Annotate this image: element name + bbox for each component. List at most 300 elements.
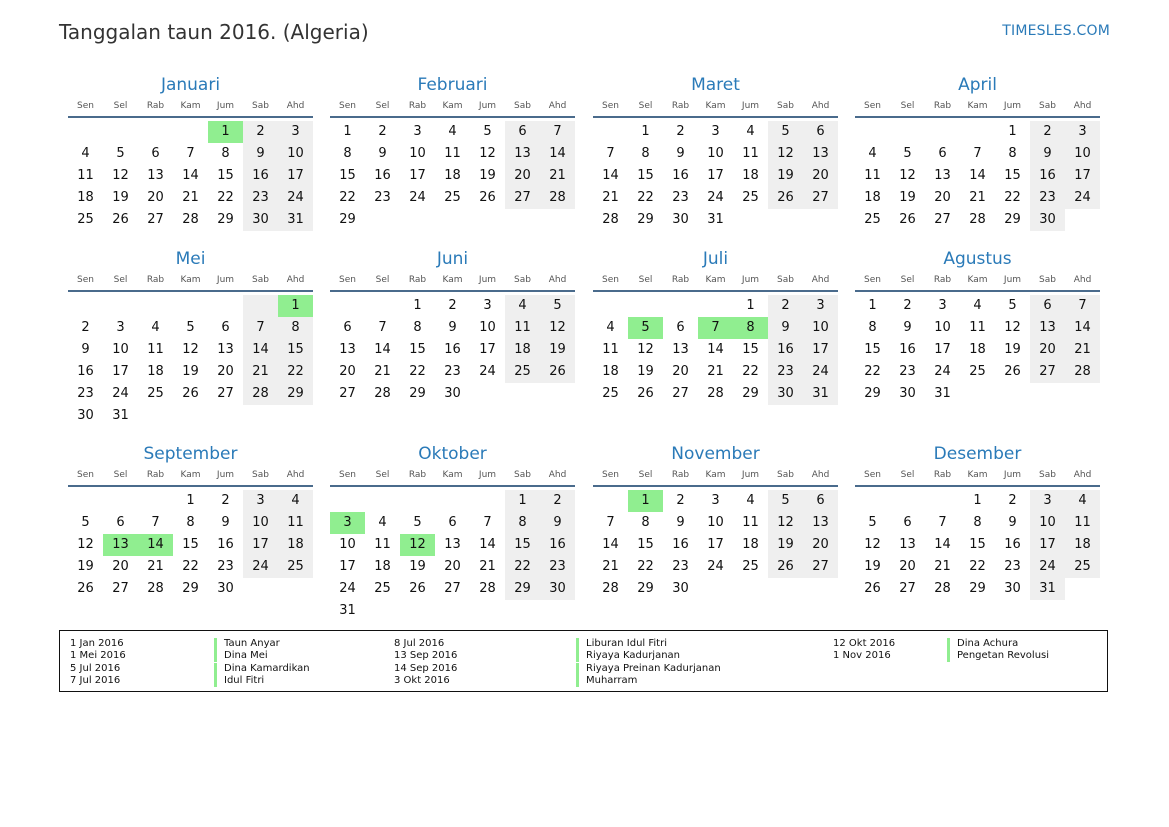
month-agustus xyxy=(855,248,1100,405)
header-divider xyxy=(330,290,575,292)
empty-day-cell xyxy=(925,490,960,512)
weekday-label: Kam xyxy=(967,275,988,285)
day-cell: 24 xyxy=(934,364,951,379)
day-cell: 4 xyxy=(505,295,540,317)
empty-day-cell xyxy=(855,490,890,512)
weekday-label: Ahd xyxy=(286,101,305,111)
legend-date: 1 Mei 2016 xyxy=(70,650,126,662)
empty-day-cell xyxy=(593,295,628,317)
day-cell: 22 xyxy=(637,190,654,205)
day-cell: 23 xyxy=(1004,559,1021,574)
day-cell: 24 xyxy=(243,556,278,578)
day-cell: 2 xyxy=(1030,121,1065,143)
day-cell: 15 xyxy=(505,534,540,556)
day-cell: 23 xyxy=(217,559,234,574)
legend-holiday-name: Muharram xyxy=(576,675,637,687)
site-link[interactable]: TIMESLES.COM xyxy=(1002,23,1110,39)
day-cell: 2 xyxy=(81,320,90,335)
day-cell: 29 xyxy=(505,578,540,600)
weekday-header xyxy=(593,96,838,116)
day-cell: 6 xyxy=(803,121,838,143)
week-row xyxy=(330,490,575,512)
day-cell: 17 xyxy=(707,168,724,183)
day-cell: 18 xyxy=(147,364,164,379)
holiday-day-cell: 5 xyxy=(628,317,663,339)
day-cell: 28 xyxy=(243,383,278,405)
week-row xyxy=(330,317,575,339)
day-grid xyxy=(855,490,1100,600)
empty-day-cell xyxy=(1065,578,1100,600)
day-cell: 16 xyxy=(217,537,234,552)
holiday-day-cell: 13 xyxy=(103,534,138,556)
month-name: Januari xyxy=(160,75,221,95)
week-row xyxy=(855,339,1100,361)
week-row xyxy=(330,534,575,556)
week-row xyxy=(68,490,313,512)
day-cell: 1 xyxy=(746,298,755,313)
weekday-label: Sab xyxy=(1039,470,1056,480)
day-cell: 5 xyxy=(903,146,912,161)
day-cell: 12 xyxy=(637,342,654,357)
day-cell: 31 xyxy=(803,383,838,405)
day-cell: 23 xyxy=(243,187,278,209)
month-oktober xyxy=(330,443,575,622)
empty-day-cell xyxy=(365,295,400,317)
day-cell: 16 xyxy=(1030,165,1065,187)
day-cell: 27 xyxy=(112,581,129,596)
week-row xyxy=(593,512,838,534)
day-cell: 21 xyxy=(479,559,496,574)
legend-date: 1 Nov 2016 xyxy=(833,650,891,662)
week-row xyxy=(855,143,1100,165)
weekday-label: Sel xyxy=(900,470,915,480)
header-divider xyxy=(593,290,838,292)
day-cell: 1 xyxy=(973,493,982,508)
day-cell: 28 xyxy=(969,212,986,227)
day-cell: 27 xyxy=(803,187,838,209)
weekday-label: Sen xyxy=(77,275,94,285)
week-row xyxy=(68,383,313,405)
month-november xyxy=(593,443,838,600)
month-name: Juli xyxy=(702,249,729,269)
weekday-header xyxy=(593,465,838,485)
day-cell: 5 xyxy=(1008,298,1017,313)
day-cell: 30 xyxy=(77,408,94,423)
day-cell: 6 xyxy=(448,515,457,530)
weekday-label: Rab xyxy=(671,275,690,285)
week-row xyxy=(330,165,575,187)
day-cell: 28 xyxy=(934,581,951,596)
header-divider xyxy=(68,485,313,487)
day-cell: 25 xyxy=(147,386,164,401)
day-cell: 23 xyxy=(374,190,391,205)
day-cell: 15 xyxy=(278,339,313,361)
empty-day-cell xyxy=(505,600,540,622)
month-name: April xyxy=(958,75,997,95)
month-september xyxy=(68,443,313,600)
weekday-label: Sab xyxy=(1039,101,1056,111)
weekday-label: Jum xyxy=(1003,101,1022,111)
week-row xyxy=(593,339,838,361)
weekday-label: Jum xyxy=(478,470,497,480)
legend-holiday-name: Riyaya Preinan Kadurjanan xyxy=(576,663,721,675)
day-cell: 11 xyxy=(969,320,986,335)
day-cell: 22 xyxy=(278,361,313,383)
day-cell: 31 xyxy=(934,386,951,401)
legend-date: 1 Jan 2016 xyxy=(70,638,124,649)
day-cell: 17 xyxy=(934,342,951,357)
day-cell: 8 xyxy=(641,515,650,530)
day-cell: 21 xyxy=(1065,339,1100,361)
empty-day-cell xyxy=(400,490,435,512)
day-cell: 27 xyxy=(803,556,838,578)
day-cell: 14 xyxy=(602,537,619,552)
day-cell: 8 xyxy=(505,512,540,534)
header-divider xyxy=(68,116,313,118)
empty-day-cell xyxy=(435,209,470,231)
day-cell: 22 xyxy=(969,559,986,574)
weekday-label: Sen xyxy=(77,101,94,111)
weekday-label: Rab xyxy=(146,275,165,285)
day-cell: 20 xyxy=(339,364,356,379)
day-cell: 9 xyxy=(81,342,90,357)
day-cell: 6 xyxy=(151,146,160,161)
day-cell: 10 xyxy=(1030,512,1065,534)
weekday-label: Sen xyxy=(864,101,881,111)
empty-day-cell xyxy=(768,578,803,600)
empty-day-cell xyxy=(278,578,313,600)
empty-day-cell xyxy=(960,121,995,143)
day-cell: 20 xyxy=(112,559,129,574)
day-cell: 12 xyxy=(77,537,94,552)
weekday-header xyxy=(68,96,313,116)
day-cell: 22 xyxy=(864,364,881,379)
weekday-label: Kam xyxy=(967,470,988,480)
empty-day-cell xyxy=(103,121,138,143)
day-cell: 4 xyxy=(278,490,313,512)
day-cell: 29 xyxy=(278,383,313,405)
day-cell: 28 xyxy=(602,212,619,227)
day-cell: 26 xyxy=(540,361,575,383)
month-name: Maret xyxy=(691,75,740,95)
day-cell: 12 xyxy=(182,342,199,357)
weekday-label: Rab xyxy=(933,470,952,480)
day-cell: 8 xyxy=(186,515,195,530)
day-cell: 6 xyxy=(221,320,230,335)
empty-day-cell xyxy=(138,490,173,512)
day-cell: 13 xyxy=(934,168,951,183)
day-cell: 10 xyxy=(409,146,426,161)
day-cell: 14 xyxy=(602,168,619,183)
day-cell: 2 xyxy=(1008,493,1017,508)
day-cell: 28 xyxy=(602,581,619,596)
day-cell: 23 xyxy=(672,190,689,205)
week-row xyxy=(330,295,575,317)
legend-date: 8 Jul 2016 xyxy=(394,638,445,649)
weekday-label: Rab xyxy=(408,470,427,480)
week-row xyxy=(68,209,313,231)
day-cell: 3 xyxy=(938,298,947,313)
week-row xyxy=(593,209,838,231)
day-cell: 18 xyxy=(602,364,619,379)
day-cell: 19 xyxy=(768,165,803,187)
weekday-label: Sab xyxy=(777,101,794,111)
empty-day-cell xyxy=(855,121,890,143)
holiday-day-cell: 1 xyxy=(208,121,243,143)
day-cell: 4 xyxy=(378,515,387,530)
legend-date: 7 Jul 2016 xyxy=(70,674,121,686)
weekday-label: Sel xyxy=(900,275,915,285)
weekday-label: Sab xyxy=(514,470,531,480)
day-cell: 7 xyxy=(606,146,615,161)
day-cell: 14 xyxy=(243,339,278,361)
week-row xyxy=(68,578,313,600)
day-cell: 30 xyxy=(217,581,234,596)
header-divider xyxy=(330,116,575,118)
month-name: Oktober xyxy=(418,444,487,464)
day-cell: 22 xyxy=(217,190,234,205)
week-row xyxy=(855,165,1100,187)
weekday-label: Sel xyxy=(113,470,128,480)
day-cell: 24 xyxy=(707,559,724,574)
weekday-label: Kam xyxy=(180,275,201,285)
day-cell: 18 xyxy=(374,559,391,574)
day-cell: 2 xyxy=(243,121,278,143)
day-cell: 20 xyxy=(1030,339,1065,361)
weekday-label: Sab xyxy=(252,470,269,480)
week-row xyxy=(593,295,838,317)
empty-day-cell xyxy=(138,295,173,317)
month-juli xyxy=(593,248,838,405)
day-cell: 15 xyxy=(637,168,654,183)
day-cell: 20 xyxy=(803,534,838,556)
empty-day-cell xyxy=(243,578,278,600)
day-cell: 10 xyxy=(479,320,496,335)
day-cell: 11 xyxy=(374,537,391,552)
day-cell: 7 xyxy=(938,515,947,530)
day-cell: 26 xyxy=(768,556,803,578)
legend-holiday-name: Taun Anyar xyxy=(214,638,280,650)
day-cell: 9 xyxy=(243,143,278,165)
empty-day-cell xyxy=(1030,383,1065,405)
day-cell: 3 xyxy=(243,490,278,512)
weekday-label: Sel xyxy=(638,275,653,285)
weekday-label: Jum xyxy=(741,275,760,285)
week-row xyxy=(68,317,313,339)
empty-day-cell xyxy=(400,600,435,622)
day-cell: 24 xyxy=(707,190,724,205)
page-title: Tanggalan taun 2016. (Algeria) xyxy=(59,20,369,44)
day-cell: 7 xyxy=(151,515,160,530)
weekday-label: Jum xyxy=(1003,275,1022,285)
day-cell: 18 xyxy=(444,168,461,183)
day-cell: 2 xyxy=(676,124,685,139)
day-cell: 2 xyxy=(768,295,803,317)
empty-day-cell xyxy=(400,209,435,231)
month-januari xyxy=(68,74,313,231)
day-cell: 20 xyxy=(505,165,540,187)
day-cell: 1 xyxy=(641,124,650,139)
legend-date: 14 Sep 2016 xyxy=(394,662,458,674)
day-cell: 20 xyxy=(803,165,838,187)
weekday-label: Ahd xyxy=(1073,470,1092,480)
empty-day-cell xyxy=(540,600,575,622)
day-cell: 26 xyxy=(864,581,881,596)
day-cell: 31 xyxy=(112,408,129,423)
day-cell: 27 xyxy=(217,386,234,401)
day-cell: 9 xyxy=(448,320,457,335)
day-cell: 23 xyxy=(768,361,803,383)
weekday-label: Kam xyxy=(442,275,463,285)
header-divider xyxy=(68,290,313,292)
day-cell: 23 xyxy=(672,559,689,574)
week-row xyxy=(330,383,575,405)
day-cell: 28 xyxy=(707,386,724,401)
day-cell: 26 xyxy=(899,212,916,227)
empty-day-cell xyxy=(330,295,365,317)
legend-date: 13 Sep 2016 xyxy=(394,650,458,662)
week-row xyxy=(68,339,313,361)
week-row xyxy=(855,578,1100,600)
day-cell: 3 xyxy=(711,124,720,139)
month-name: Februari xyxy=(417,75,488,95)
empty-day-cell xyxy=(208,295,243,317)
day-cell: 11 xyxy=(278,512,313,534)
day-cell: 2 xyxy=(448,298,457,313)
day-cell: 3 xyxy=(1065,121,1100,143)
day-cell: 31 xyxy=(707,212,724,227)
day-cell: 24 xyxy=(803,361,838,383)
day-cell: 19 xyxy=(1004,342,1021,357)
day-cell: 22 xyxy=(339,190,356,205)
day-cell: 20 xyxy=(899,559,916,574)
day-cell: 11 xyxy=(77,168,94,183)
empty-day-cell xyxy=(663,295,698,317)
month-juni xyxy=(330,248,575,405)
day-cell: 30 xyxy=(1030,209,1065,231)
day-cell: 10 xyxy=(934,320,951,335)
empty-day-cell xyxy=(768,209,803,231)
day-cell: 20 xyxy=(672,364,689,379)
empty-day-cell xyxy=(365,600,400,622)
day-cell: 8 xyxy=(343,146,352,161)
week-row xyxy=(68,361,313,383)
day-cell: 26 xyxy=(77,581,94,596)
day-cell: 9 xyxy=(221,515,230,530)
header-divider xyxy=(855,116,1100,118)
day-cell: 14 xyxy=(969,168,986,183)
day-grid xyxy=(593,490,838,600)
week-row xyxy=(68,295,313,317)
week-row xyxy=(593,578,838,600)
day-cell: 24 xyxy=(409,190,426,205)
holiday-day-cell: 8 xyxy=(733,317,768,339)
day-cell: 13 xyxy=(899,537,916,552)
day-cell: 19 xyxy=(112,190,129,205)
legend-holiday-name: Pengetan Revolusi xyxy=(947,650,1049,662)
day-cell: 1 xyxy=(186,493,195,508)
empty-day-cell xyxy=(243,295,278,317)
day-cell: 21 xyxy=(540,165,575,187)
day-cell: 20 xyxy=(217,364,234,379)
day-cell: 25 xyxy=(864,212,881,227)
day-cell: 28 xyxy=(182,212,199,227)
empty-day-cell xyxy=(628,295,663,317)
day-cell: 9 xyxy=(540,512,575,534)
month-name: September xyxy=(143,444,238,464)
day-cell: 14 xyxy=(182,168,199,183)
day-cell: 17 xyxy=(479,342,496,357)
day-cell: 6 xyxy=(505,121,540,143)
day-cell: 21 xyxy=(147,559,164,574)
day-cell: 16 xyxy=(672,168,689,183)
empty-day-cell xyxy=(365,209,400,231)
day-cell: 10 xyxy=(707,515,724,530)
day-cell: 27 xyxy=(505,187,540,209)
empty-day-cell xyxy=(698,295,733,317)
day-cell: 10 xyxy=(339,537,356,552)
weekday-label: Ahd xyxy=(548,275,567,285)
day-cell: 5 xyxy=(483,124,492,139)
month-mei xyxy=(68,248,313,427)
legend-holiday-name: Liburan Idul Fitri xyxy=(576,638,667,650)
week-row xyxy=(855,317,1100,339)
day-cell: 10 xyxy=(243,512,278,534)
day-cell: 5 xyxy=(768,121,803,143)
week-row xyxy=(68,405,313,427)
day-cell: 3 xyxy=(483,298,492,313)
day-cell: 21 xyxy=(707,364,724,379)
day-cell: 28 xyxy=(479,581,496,596)
day-cell: 17 xyxy=(1065,165,1100,187)
empty-day-cell xyxy=(925,121,960,143)
day-cell: 3 xyxy=(116,320,125,335)
empty-day-cell xyxy=(470,490,505,512)
day-cell: 25 xyxy=(742,190,759,205)
day-cell: 1 xyxy=(1008,124,1017,139)
empty-day-cell xyxy=(1065,209,1100,231)
holiday-day-cell: 1 xyxy=(278,295,313,317)
day-cell: 12 xyxy=(112,168,129,183)
day-cell: 15 xyxy=(742,342,759,357)
day-cell: 18 xyxy=(505,339,540,361)
empty-day-cell xyxy=(330,490,365,512)
day-cell: 18 xyxy=(742,168,759,183)
week-row xyxy=(855,187,1100,209)
day-cell: 12 xyxy=(1004,320,1021,335)
week-row xyxy=(593,121,838,143)
weekday-label: Ahd xyxy=(548,101,567,111)
day-cell: 14 xyxy=(540,143,575,165)
week-row xyxy=(68,143,313,165)
day-cell: 10 xyxy=(707,146,724,161)
empty-day-cell xyxy=(593,490,628,512)
day-cell: 6 xyxy=(1030,295,1065,317)
day-cell: 4 xyxy=(868,146,877,161)
day-cell: 21 xyxy=(934,559,951,574)
day-cell: 19 xyxy=(409,559,426,574)
day-cell: 26 xyxy=(112,212,129,227)
day-cell: 21 xyxy=(969,190,986,205)
day-cell: 15 xyxy=(409,342,426,357)
day-cell: 11 xyxy=(602,342,619,357)
weekday-header xyxy=(855,465,1100,485)
holiday-day-cell: 7 xyxy=(698,317,733,339)
day-cell: 18 xyxy=(278,534,313,556)
day-cell: 2 xyxy=(378,124,387,139)
weekday-label: Sen xyxy=(602,101,619,111)
month-april xyxy=(855,74,1100,231)
